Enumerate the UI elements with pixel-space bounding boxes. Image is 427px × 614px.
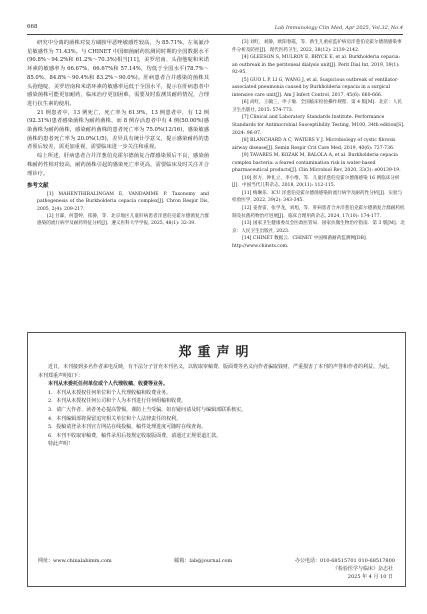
contact-email[interactable]: 邮箱：lab@journal.com — [174, 558, 233, 564]
notice-item: 5．投稿请登录本刊官方网站在线投稿，稿件处理进度可随时在线查询。 — [48, 424, 207, 431]
reference-item: [14] CHINET 数据云．CHINET 中国细菌耐药监测网[DB]．http://www.chinets.com. — [232, 236, 371, 249]
contact-phone: 办公电话：010-68515701 010-68517800 — [295, 558, 395, 564]
notice-title: 郑重声明 — [178, 345, 255, 360]
page-number: 668 — [27, 24, 38, 30]
reference-item: [6] 尚红，王毓三，申子瑜．全国临床检验操作规程．第 4 版[M]．北京：人民卫生出版社, 2015: 574-773. — [232, 100, 402, 113]
reference-item: [13] 国家卫生健康委员会医政医管局．国家抗微生物治疗指南．第 3 版[M]．北京：人民卫生出版社, 2023. — [232, 221, 405, 234]
reference-item: [9] TAVARES M, KOZAK M, BALOLA A, et al. Burkholderia cepacia complex bacteria: a feared contamination risk in water-based pharmaceutical products[J]. Clin Microbiol Rev, 2020, 33(3): e00139-19. — [232, 153, 401, 174]
journal-running-head: Lab Immunology Clin Med, Apr 2025, Vol.32, No.4 — [274, 25, 403, 31]
body-paragraph: 研究中分离的菌株对复方磺胺甲恶唑敏感性较高，为 85.71%，左氧氟沙星敏感性为 71.43%。与 CHINET 中国细菌耐药监测同时期的全国数据水平(90.8%～94.2%和 61.2%～70.3%)相当[11]，美罗培南、头孢他啶和米诺环素的敏感率为 66.67%、66.67%和 57.14%，均低于全国水平(78.7%～85.0%、84.8%～90.4%和 83.2%～90.0%)。肝病患者合并感染的菌株其头孢他啶、美罗培南和米诺环素的敏感率远低于全国水平，提示在肝病患者中感染菌株可能更加耐药，临床治疗更加困难，需要及时监测其耐药情况，合理进行抗生素的使用。 — [27, 40, 209, 107]
reference-item: [4] GLEESON S, MULROY E, BRYCE E, et al. Burkholderia cepacia: an outbreak in the peritoneal dialysis unit[J]. Perit Dial Int, 2019, 39(1): 92-95. — [232, 55, 401, 76]
notice-item: 4．本刊编辑部将保留追究相关单位和个人法律责任的权利。 — [48, 415, 182, 422]
notice-body — [38, 363, 395, 449]
signature-date: 2025 年 4 月 10 日 — [347, 573, 393, 580]
contact-website[interactable]: 网址：www.chinalabimm.com — [38, 558, 112, 564]
body-paragraph: 21 例患者中，13 例死亡，死亡率为 61.9%。13 例患者中，有 12 例(92.31%)患者感染菌株为耐药菌株，而 8 例存活患者中有 4 例(50.00%)感染菌株为耐药菌株，感染耐药菌株的患者死亡率为 75.0%(12/16)，感染敏感菌株的患者死亡率为 20.0%(1/5)，差异具有统计学意义，提示感染耐药的患者预后较差，需更加重视，需要临床进一步关注和重视。 — [27, 109, 209, 151]
reference-item: [2] 甘霖，何慧婷，崔静，等．北京地区儿童肝病患者洋葱伯克霍尔德菌复合群感染的流行病学及耐药特征分析[J]．遵义医科大学学报, 2025, 48(1): 32-39. — [37, 213, 209, 227]
notice-contact — [38, 557, 395, 564]
notice-item: 3．请广大作者、读者务必提高警惕，谨防上当受骗，如有疑问请及时与编辑部联系核实。 — [48, 406, 247, 413]
notice-item: 6．本刊不收取审稿费，稿件录用后按规定收取版面费，请通过正规渠道汇款。 — [48, 432, 222, 439]
reference-item: [8] BLANCHARD A C, WATERS V J. Microbiology of cystic fibrosis airway disease[J]. Semin Respir Crit Care Med, 2019, 40(6): 727-736. — [232, 138, 396, 151]
body-paragraph: 综上所述，肝病患者合并洋葱伯克霍尔德菌复合群感染预后不良，感染菌株耐药性相对较高，耐药菌株引起的感染死亡率更高，需要临床及时关注并合理诊疗。 — [27, 153, 209, 177]
notice-signature — [333, 566, 393, 581]
notice-closing: 特此声明！ — [48, 441, 74, 448]
left-column — [27, 39, 209, 227]
notice-intro: 近日，本刊接到多名作者来电反映，有不法分子冒充本刊名义，以收取审稿费、版面费等名义向作者骗取钱财，严重损害了本刊的声誉和作者的利益。为此，本刊郑重声明如下： — [38, 364, 394, 379]
reference-item: [3] 刘红，刘静，欧阳春霞，等．新生儿重症监护病房洋葱伯克霍尔德菌感染事件分析及防控[J]．现代医药卫生, 2022, 38(12): 2139-2142. — [232, 40, 402, 53]
reference-item: [10] 彭方，钟礼立，李小维，等．儿童洋葱伯克霍尔德菌感染 16 例临床分析[J]．中国当代儿科杂志, 2018, 20(11): 112-115. — [232, 175, 400, 189]
reference-item: [12] 姜春雷，张学龙，刘旭，等．肝病患者合并洋葱伯克霍尔德菌复合群耐药机制及抗菌药物治疗进展[J]．临床合理用药杂志, 2024, 17(10): 174-177. — [232, 206, 405, 219]
notice-highlight: 本刊从未委托任何单位或个人代理收稿、收费等业务。 — [48, 381, 169, 388]
signature-org: 《检验医学与临床》杂志社 — [332, 566, 393, 572]
references-heading: 参考文献 — [27, 183, 49, 190]
notice-item: 1．本刊从未授权任何单位和个人代理收稿和收费业务。 — [48, 389, 172, 396]
notice-item: 2．本刊从未授权任何公司和个人为本刊进行任何组稿和收费。 — [48, 398, 187, 405]
reference-item: [7] Clinical and Laboratory Standards Institute. Performance Standards for Antimicrobial Susceptibility Testing, M100, 34th edition[S]. 2024: 96-97. — [232, 115, 405, 136]
reference-item: [5] GUO L P, LI G, WANG J, et al. Suspicious outbreak of ventilator-associated pneumonia caused by Burkholderia cepacia in a surgical intensive care unit[J]. Am J Infect Control, 2017, 45(6): 660-666. — [232, 77, 399, 98]
right-column — [222, 39, 406, 250]
notice-box — [27, 332, 406, 587]
reference-item: [1] MAHENTHIRALINGAM E, VANDAMME P. Taxonomy and pathogenesis of the Burkholderia cepacia complex[J]. Chron Respir Dis, 2005, 2(4): 209-217. — [37, 191, 209, 212]
header-rule — [27, 34, 403, 35]
reference-item: [11] 梅琳乐．ICU 洋葱伯克霍尔德菌感染的流行病学及耐药性分析[J]．实验与检验医学, 2022, 39(2): 343-345. — [232, 190, 403, 204]
